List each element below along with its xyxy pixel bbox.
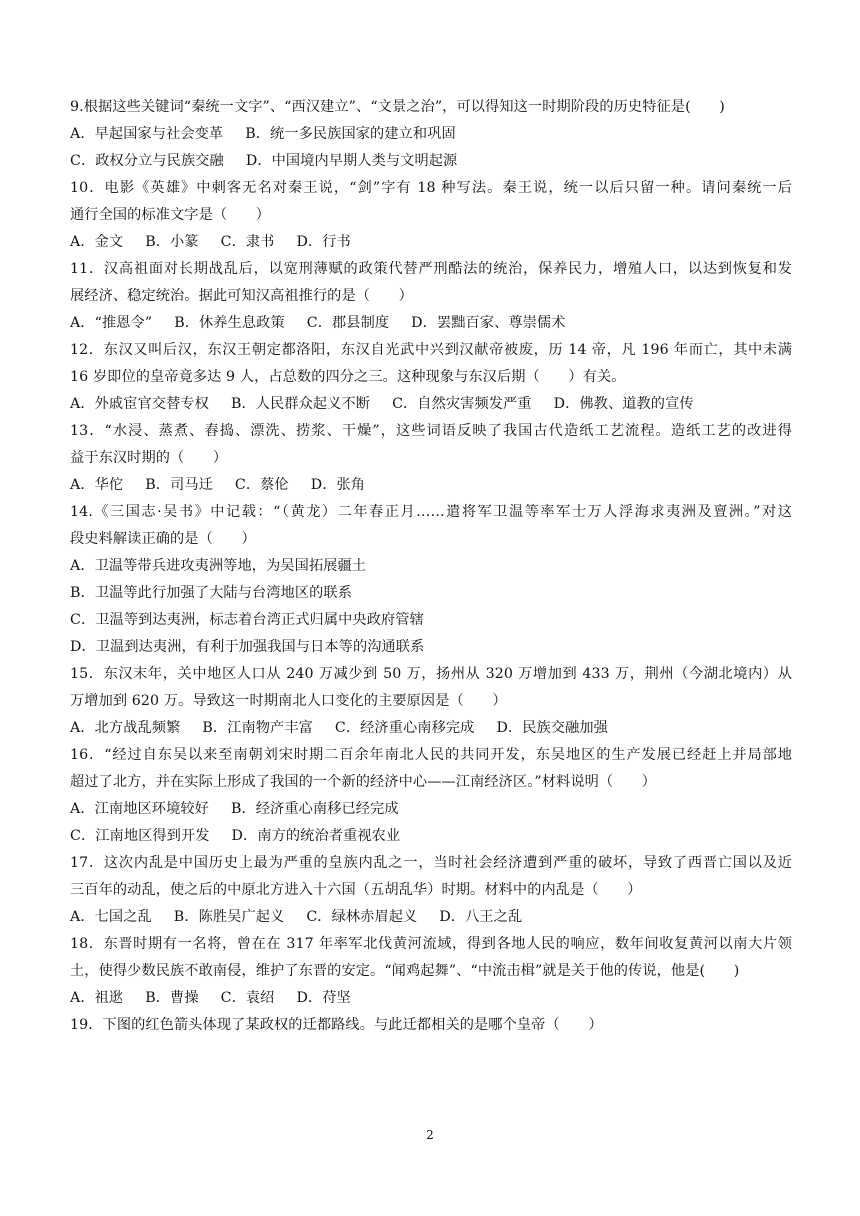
question-stem-line: 三百年的动乱，使之后的中原北方进入十六国（五胡乱华）时期。材料中的内乱是（ ） [70, 882, 642, 898]
answer-option: D．八王之乱 [439, 909, 523, 925]
question-stem-line: 16．“经过自东吴以来至南朝刘宋时期二百余年南北人民的共同开发，东吴地区的生产发展已经赶上并局部地 [70, 747, 792, 763]
answer-option: C．隶书 [220, 234, 275, 250]
option-row [70, 607, 792, 634]
question-18 [70, 931, 792, 1012]
answer-option: D．佛教、道教的宣传 [553, 396, 694, 412]
option-row [70, 472, 792, 499]
question-stem-line: 超过了北方，并在实际上形成了我国的一个新的经济中心——江南经济区。”材料说明（ ） [70, 774, 657, 790]
answer-option: D．中国境内早期人类与文明起源 [245, 153, 458, 169]
question-stem-line: 9.根据这些关键词“秦统一文字”、“西汉建立”、“文景之治”，可以得知这一时期阶段的历史特征是( ) [70, 99, 725, 115]
question-stem-line: 18．东晋时期有一名将，曾在在 317 年率军北伐黄河流域，得到各地人民的响应，数年间收复黄河以南大片领 [70, 936, 792, 952]
question-12 [70, 337, 792, 418]
option-row [70, 715, 792, 742]
option-row [70, 823, 792, 850]
answer-option: B．休养生息政策 [174, 315, 285, 331]
answer-option: A．“推恩令” [70, 315, 153, 331]
answer-option: B．陈胜吴广起义 [173, 909, 285, 925]
question-stem-line: 益于东汉时期的（ ） [70, 450, 228, 466]
question-stem-line: 14.《三国志·吴书》中记载：“（黄龙）二年春正月……遣将军卫温等率军士万人浮海求夷洲及亶洲。”对这 [70, 504, 792, 520]
question-13 [70, 418, 792, 499]
question-stem-line: 15．东汉末年，关中地区人口从 240 万减少到 50 万，扬州从 320 万增加到 433 万，荆州（今湖北境内）从 [70, 666, 792, 682]
option-row [70, 796, 792, 823]
answer-option: A．江南地区环境较好 [70, 801, 209, 817]
option-row [70, 148, 792, 175]
answer-option: A．祖逖 [70, 990, 124, 1006]
option-row [70, 121, 792, 148]
answer-option: C．绿林赤眉起义 [306, 909, 418, 925]
answer-option: A．金文 [70, 234, 124, 250]
question-19 [70, 1012, 792, 1039]
page-number: 2 [426, 1128, 434, 1142]
option-row [70, 634, 792, 661]
answer-option: C．政权分立与民族交融 [70, 153, 224, 169]
answer-option: C．蔡伦 [234, 477, 289, 493]
answer-option: B．经济重心南移已经完成 [230, 801, 399, 817]
question-stem-line: 16 岁即位的皇帝竟多达 9 人，占总数的四分之三。这种现象与东汉后期（ ）有关。 [70, 369, 626, 385]
question-stem-line: 10．电影《英雄》中刺客无名对秦王说，“剑”字有 18 种写法。秦王说，统一以后只留一种。请问秦统一后 [70, 180, 792, 196]
option-row [70, 553, 792, 580]
question-stem-line: 展经济、稳定统治。据此可知汉高祖推行的是（ ） [70, 288, 413, 304]
answer-option: A．卫温等带兵进攻夷洲等地，为吴国拓展疆土 [70, 558, 367, 574]
question-stem-line: 19．下图的红色箭头体现了某政权的迁都路线。与此迁都相关的是哪个皇帝（ ） [70, 1017, 603, 1033]
answer-option: C．经济重心南移完成 [334, 720, 475, 736]
answer-option: D．罢黜百家、尊崇儒术 [411, 315, 566, 331]
answer-option: B．小篆 [145, 234, 199, 250]
answer-option: D．卫温到达夷洲，有利于加强我国与日本等的沟通联系 [70, 639, 425, 655]
answer-option: D．民族交融加强 [496, 720, 608, 736]
answer-option: B．统一多民族国家的建立和巩固 [245, 126, 456, 142]
answer-option: D．行书 [296, 234, 351, 250]
answer-option: C．卫温等到达夷洲，标志着台湾正式归属中央政府管辖 [70, 612, 424, 628]
answer-option: C．江南地区得到开发 [70, 828, 210, 844]
answer-option: D．南方的统治者重视农业 [231, 828, 401, 844]
answer-option: B．曹操 [145, 990, 199, 1006]
option-row [70, 229, 792, 256]
answer-option: A．外戚宦官交替专权 [70, 396, 209, 412]
question-stem-line: 土，使得少数民族不敢南侵，维护了东晋的安定。“闻鸡起舞”、“中流击楫”就是关于他的传说，他是( ) [70, 963, 740, 979]
question-16 [70, 742, 792, 850]
option-row [70, 310, 792, 337]
option-row [70, 904, 792, 931]
answer-option: B．司马迁 [145, 477, 213, 493]
answer-option: C．袁绍 [220, 990, 275, 1006]
answer-option: D．苻坚 [296, 990, 351, 1006]
question-15 [70, 661, 792, 742]
question-17 [70, 850, 792, 931]
option-row [70, 985, 792, 1012]
question-stem-line: 通行全国的标准文字是（ ） [70, 207, 271, 223]
question-stem-line: 万增加到 620 万。导致这一时期南北人口变化的主要原因是（ ） [70, 693, 507, 709]
answer-option: C．自然灾害频发严重 [392, 396, 532, 412]
answer-option: A．早起国家与社会变革 [70, 126, 224, 142]
answer-option: B．卫温等此行加强了大陆与台湾地区的联系 [70, 585, 352, 601]
answer-option: A．七国之乱 [70, 909, 152, 925]
question-9 [70, 94, 792, 175]
question-stem-line: 13．“水浸、蒸煮、舂捣、漂洗、捞浆、干燥”，这些词语反映了我国古代造纸工艺流程。造纸工艺的改进得 [70, 423, 792, 439]
answer-option: A．北方战乱频繁 [70, 720, 181, 736]
question-stem-line: 段史料解读正确的是（ ） [70, 531, 256, 547]
option-row [70, 391, 792, 418]
answer-option: C．郡县制度 [306, 315, 390, 331]
answer-option: B．江南物产丰富 [202, 720, 313, 736]
answer-option: D．张角 [310, 477, 366, 493]
question-14 [70, 499, 792, 661]
question-10 [70, 175, 792, 256]
answer-option: A．华佗 [70, 477, 124, 493]
question-list [70, 94, 792, 1039]
question-stem-line: 12．东汉又叫后汉，东汉王朝定都洛阳，东汉自光武中兴到汉献帝被废，历 14 帝，凡 196 年而亡，其中未满 [70, 342, 792, 358]
question-11 [70, 256, 792, 337]
question-stem-line: 11．汉高祖面对长期战乱后，以宽刑薄赋的政策代替严刑酷法的统治，保养民力，增殖人口，以达到恢复和发 [70, 261, 792, 277]
answer-option: B．人民群众起义不断 [230, 396, 371, 412]
question-stem-line: 17．这次内乱是中国历史上最为严重的皇族内乱之一，当时社会经济遭到严重的破坏，导致了西晋亡国以及近 [70, 855, 792, 871]
option-row [70, 580, 792, 607]
